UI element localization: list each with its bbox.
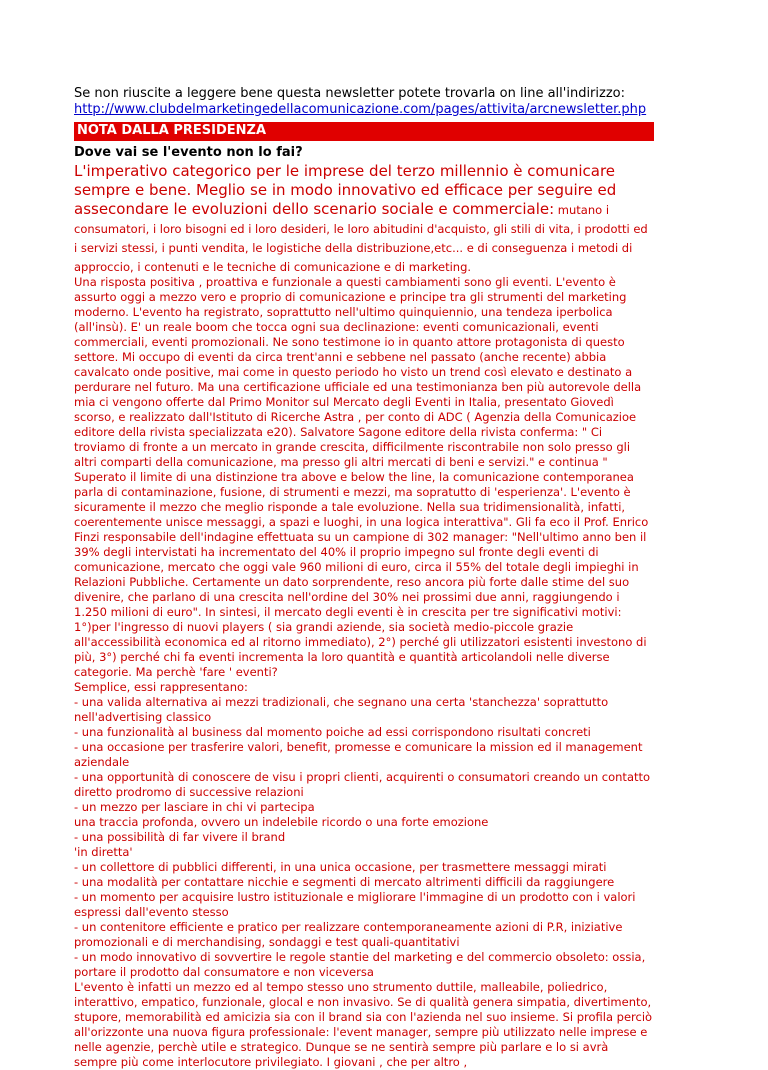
lead-small-text: mutano i consumatori, i loro bisogni ed i loro desideri, le loro abitudini d'acquisto, gli stili di vita, i prodotti ed i servizi stessi, i punti vendita, le logistiche della distribuzione,etc... e di conseguenza i metodi di approccio, i contenuti e le tecniche di comunicazione e di marketing. xyxy=(74,203,648,274)
intro-text: Se non riuscite a leggere bene questa newsletter potete trovarla on line all'indirizzo: xyxy=(74,86,625,101)
list-item: - una modalità per contattare nicchie e segmenti di mercato altrimenti difficili da raggiungere xyxy=(74,875,615,889)
list-item: - un collettore di pubblici differenti, in una unica occasione, per trasmettere messaggi mirati xyxy=(74,860,607,874)
list-item: - un contenitore efficiente e pratico per realizzare contemporaneamente azioni di P.R, iniziative promozionali e di merchandising, sondaggi e test quali-quantitativi xyxy=(74,920,623,949)
list-item: 'in diretta' xyxy=(74,845,133,859)
list-item: - una opportunità di conoscere de visu i propri clienti, acquirenti o consumatori creando un contatto diretto prodromo di successive relazioni xyxy=(74,770,651,799)
list-item: - un modo innovativo di sovvertire le regole stantie del marketing e del commercio obsoleto: ossia, portare il prodotto dal consumatore e non viceversa xyxy=(74,950,646,979)
intro-block xyxy=(74,86,654,118)
article-body xyxy=(74,275,654,1070)
newsletter-page xyxy=(74,0,654,1070)
article-headline: Dove vai se l'evento non lo fai? xyxy=(74,145,303,160)
body-paragraph: L'evento è infatti un mezzo ed al tempo stesso uno strumento duttile, malleabile, poliedrico, interattivo, empatico, funzionale, glocal e non invasivo. Se di qualità genera simpatia, divertimento, stupore, memorabilità ed amicizia sia con il brand sia con l'azienda nel suo insieme. Si profila perciò all'orizzonte una nuova figura professionale: l'event manager, sempre più utilizzato nelle imprese e nelle agenzie, perchè utile e strategico. Dunque se ne sentirà sempre più parlare e lo si avrà sempre più come interlocutore privilegiato. I giovani , che per altro , xyxy=(74,980,653,1069)
list-item: - una funzionalità al business dal momento poiche ad essi corrispondono risultati concreti xyxy=(74,725,591,739)
lead-large-text: L'imperativo categorico per le imprese del terzo millennio è comunicare sempre e bene. Meglio se in modo innovativo ed efficace per seguire ed assecondare le evoluzioni dello scenario sociale e commerciale: xyxy=(74,162,617,218)
list-item: - una possibilità di far vivere il brand xyxy=(74,830,286,844)
section-header: NOTA DALLA PRESIDENZA xyxy=(74,122,654,141)
body-paragraph: Una risposta positiva , proattiva e funzionale a questi cambiamenti sono gli eventi. L'evento è assurto oggi a mezzo vero e proprio di comunicazione e principe tra gli strumenti del marketing moderno. L'evento ha registrato, soprattutto nell'ultimo quinquiennio, una tendeza iperbolica (all'insù). E' un reale boom che tocca ogni sua declinazione: eventi comunicazionali, eventi commerciali, eventi promozionali. Ne sono testimone io in quanto attore protagonista di questo settore. Mi occupo di eventi da circa trent'anni e sebbene nel passato (anche recente) abbia cavalcato onde positive, mai come in questo periodo ho visto un trend così elevato e destinato a perdurare nel futuro. Ma una certificazione ufficiale ed una testimonianza ben più autorevole della mia ci vengono offerte dal Primo Monitor sul Mercato degli Eventi in Italia, presentato Giovedì scorso, e realizzato dall'Istituto di Ricerche Astra , per conto di ADC ( Agenzia della Comunicazioe editore della rivista specializzata e20). Salvatore Sagone editore della rivista conferma: " Ci troviamo di fronte a un mercato in grande crescita, difficilmente riscontrabile non solo presso gli altri comparti della comunicazione, ma presso gli altri mercati di beni e servizi." e continua " Superato il limite di una distinzione tra above e below the line, la comunicazione contemporanea parla di contaminazione, fusione, di strumenti e mezzi, ma sopratutto di 'esperienza'. L'evento è sicuramente il mezzo che meglio risponde a tale evoluzione. Nella sua tridimensionalità, infatti, coerentemente unisce messaggi, a spazi e luoghi, in una logica interattiva". Gli fa eco il Prof. Enrico Finzi responsabile dell'indagine effettuata su un campione di 302 manager: "Nell'ultimo anno ben il 39% degli intervistati ha incrementato del 40% il proprio impegno sul fronte degli eventi di comunicazione, mercato che oggi vale 960 milioni di euro, circa il 55% del totale degli impieghi in Relazioni Pubbliche. Certamente un dato sorprendente, reso ancora più forte dalle stime del suo divenire, che parlano di una crescita nell'ordine del 30% nei prossimi due anni, raggiungendo i 1.250 milioni di euro". In sintesi, il mercato degli eventi è in crescita per tre significativi motivi: 1°)per l'ingresso di nuovi players ( sia grandi aziende, sia società medio-piccole grazie all'accessibilità economica ed al ritorno immediato), 2°) perché gli utilizzatori esistenti investono di più, 3°) perché chi fa eventi incrementa la loro quantità e quantità articolandoli nelle diverse categorie. Ma perchè 'fare ' eventi? xyxy=(74,275,649,679)
list-item: una traccia profonda, ovvero un indelebile ricordo o una forte emozione xyxy=(74,815,489,829)
list-item: - una valida alternativa ai mezzi tradizionali, che segnano una certa 'stanchezza' soprattutto nell'advertising classico xyxy=(74,695,609,724)
list-item: - un momento per acquisire lustro istituzionale e migliorare l'immagine di un prodotto con i valori espressi dall'evento stesso xyxy=(74,890,636,919)
list-item: - un mezzo per lasciare in chi vi partecipa xyxy=(74,800,315,814)
archive-link[interactable]: http://www.clubdelmarketingedellacomunicazione.com/pages/attivita/arcnewsletter.php xyxy=(74,102,647,117)
article-lead xyxy=(74,161,654,275)
body-paragraph: Semplice, essi rappresentano: xyxy=(74,680,248,694)
list-item: - una occasione per trasferire valori, benefit, promesse e comunicare la mission ed il management aziendale xyxy=(74,740,643,769)
